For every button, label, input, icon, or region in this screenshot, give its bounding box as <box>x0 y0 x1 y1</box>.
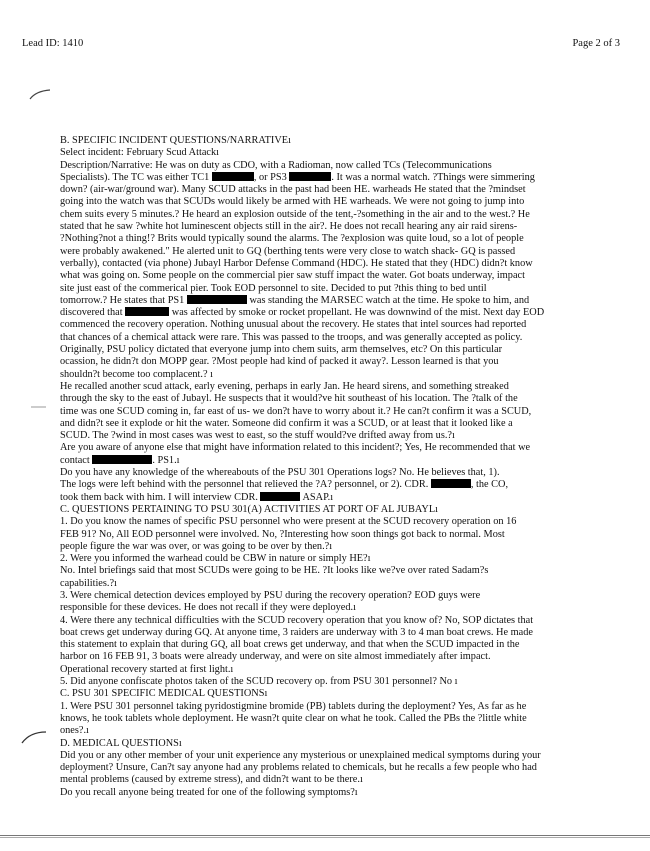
redaction-box <box>187 295 247 304</box>
text-line <box>60 270 630 282</box>
text-line <box>60 209 630 221</box>
text-line <box>60 246 630 258</box>
text-segment: No. Intel briefings said that most SCUDs were going to be HE. ?It looks like we?ve over rated Sadam?s <box>60 565 489 577</box>
text-line <box>60 332 630 344</box>
text-line <box>60 221 630 233</box>
text-segment: Description/Narrative: He was on duty as CDO, with a Radioman, now called TCs (Telecommunications <box>60 159 492 171</box>
text-line <box>60 160 630 172</box>
text-segment: boat crews get underway during GQ. At anyone time, 3 raiders are underway with 3 to 4 man boat crews. He made <box>60 626 533 638</box>
text-segment: mental problems (caused by extreme stress), and didn?t want to be there.ı <box>60 774 363 786</box>
text-segment: contact <box>60 454 93 466</box>
text-line <box>60 307 630 319</box>
text-segment: responsible for these devices. He does not recall if they were deployed.ı <box>60 602 356 614</box>
text-segment: verbally), contacted (via phone) Jubayl Harbor Defense Command (HDC). He stated that they (HDC) didn?t know <box>60 257 533 269</box>
text-line <box>60 147 630 159</box>
text-line <box>60 774 630 786</box>
text-line <box>60 430 630 442</box>
text-segment: chem suits every 5 minutes.? He heard an explosion outside of the tent,-?something in the air and to the west.? He <box>60 208 530 220</box>
text-segment: shouldn?t become too complacent.? ı <box>60 368 213 380</box>
bottom-rule-secondary <box>0 837 650 838</box>
text-line <box>60 725 630 737</box>
text-line <box>60 492 630 504</box>
text-segment: was affected by smoke or rocket propellant. He was downwind of the mist. Next day EOD <box>169 307 545 319</box>
text-line <box>60 615 630 627</box>
lead-id: Lead ID: 1410 <box>22 38 84 49</box>
text-segment: this statement to explain that during GQ, all boat crews get underway, and that when the SCUD impacted in the <box>60 639 520 651</box>
text-line <box>60 504 630 516</box>
text-line <box>60 602 630 614</box>
text-segment: commenced the recovery operation. Nothing unusual about the recovery. He states that intel sources had reported <box>60 319 527 331</box>
text-segment: 3. Were chemical detection devices employed by PSU during the recovery operation? EOD guys were <box>60 589 481 601</box>
text-line <box>60 455 630 467</box>
text-segment: The logs were left behind with the personnel that relieved the ?A? personnel, or 2). CDR. <box>60 479 431 491</box>
text-line <box>60 135 630 147</box>
text-segment: site just east of the commerical pier. Took EOD personnel to site. Decided to put ?this thing to bed until <box>60 282 487 294</box>
text-line <box>60 651 630 663</box>
text-line <box>60 479 630 491</box>
text-segment: tomorrow.? He states that PS1 <box>60 294 187 306</box>
text-segment: through the sky to the east of Jubayl. He suspects that it would?ve hit southeast of his location. The ?talk of the <box>60 393 518 405</box>
text-line <box>60 701 630 713</box>
text-segment: was standing the MARSEC watch at the time. He spoke to him, and <box>246 294 530 306</box>
text-segment: were probably awakened." He alerted unit to GQ (berthing tents were very close to watch shack- GQ is passed <box>60 245 516 257</box>
text-segment: ASAP.ı <box>300 491 334 503</box>
text-segment: going into the watch was that SCUDs would likely be armed with HE warheads. We were not going to jump into <box>60 196 525 208</box>
text-line <box>60 590 630 602</box>
text-segment: people figure the war was over, or was going to be over by then.?ı <box>60 540 333 552</box>
text-line <box>60 553 630 565</box>
text-segment: . PS1.ı <box>152 454 180 466</box>
redaction-box <box>289 172 331 181</box>
text-line <box>60 369 630 381</box>
text-line <box>60 356 630 368</box>
text-segment: Select incident: February Scud Attackı <box>60 147 219 159</box>
text-segment: knows, he took tablets whole deployment. He wasn?t quite clear on what he took. Called the PBs the ?little white <box>60 712 527 724</box>
redaction-box <box>260 492 300 501</box>
text-line <box>60 516 630 528</box>
text-segment: 1. Were PSU 301 personnel taking pyridostigmine bromide (PB) tablets during the deployment? Yes, As far as he <box>60 700 527 712</box>
text-segment: what was going on. Some people on the commercial pier saw stuff impact the water. Got boats underway, impact <box>60 270 525 282</box>
text-line <box>60 319 630 331</box>
text-line <box>60 529 630 541</box>
document-body <box>60 135 630 799</box>
page-number: Page 2 of 3 <box>572 38 620 49</box>
text-line <box>60 762 630 774</box>
text-line <box>60 172 630 184</box>
text-segment: took them back with him. I will interview CDR. <box>60 491 261 503</box>
text-segment: down? (air-war/ground war). Many SCUD attacks in the past had been HE. warheads He stated that the ?mindset <box>60 184 526 196</box>
text-segment: 1. Do you know the names of specific PSU personnel who were present at the SCUD recovery operation on 16 <box>60 516 517 528</box>
text-line <box>60 442 630 454</box>
text-segment: 5. Did anyone confiscate photos taken of the SCUD recovery op. from PSU 301 personnel? No ı <box>60 676 458 688</box>
text-segment: stated that he saw ?white hot luminescent objects still in the air?. He does not recall hearing any air raid sirens- <box>60 221 518 233</box>
text-line <box>60 381 630 393</box>
text-segment: B. SPECIFIC INCIDENT QUESTIONS/NARRATIVEı <box>60 135 291 146</box>
redaction-box <box>125 307 169 316</box>
text-segment: and didn?t see it explode or hit the water. Someone did confirm it was a SCUD, or at least that it looked like a <box>60 417 513 429</box>
text-line <box>60 184 630 196</box>
text-line <box>60 787 630 799</box>
text-segment: Do you recall anyone being treated for one of the following symptoms?ı <box>60 786 358 798</box>
margin-pen-mark-lower <box>20 728 48 746</box>
text-line <box>60 344 630 356</box>
text-segment: He recalled another scud attack, early evening, perhaps in early Jan. He heard sirens, and something streaked <box>60 380 509 392</box>
text-segment: C. PSU 301 SPECIFIC MEDICAL QUESTIONSı <box>60 688 268 700</box>
text-segment: Did you or any other member of your unit experience any mysterious or unexplained medical symptoms during your <box>60 749 541 761</box>
text-segment: , or PS3 <box>253 171 290 183</box>
text-segment: that chances of a chemical attack were rare. This was passed to the troops, and was generally accepted as policy. <box>60 331 523 343</box>
text-segment: ?Nothing?not a thing!? Brits would typically sound the alarms. The ?explosion was quite loud, so a lot of people <box>60 233 524 245</box>
text-line <box>60 676 630 688</box>
margin-tick-mark <box>30 404 48 410</box>
text-segment: Originally, PSU policy dictated that everyone jump into chem suits, arm themselves, etc? On this particular <box>60 344 502 356</box>
text-line <box>60 627 630 639</box>
text-line <box>60 750 630 762</box>
text-segment: harbor on 16 FEB 91, 3 boats were already underway, and were on site almost immediately after impact. <box>60 651 491 663</box>
text-segment: 2. Were you informed the warhead could be CBW in nature or simply HE?ı <box>60 553 371 565</box>
text-line <box>60 664 630 676</box>
margin-pen-mark <box>28 88 52 102</box>
text-line <box>60 295 630 307</box>
text-line <box>60 258 630 270</box>
text-segment: time was one SCUD coming in, far east of us- we don?t have to worry about it.? He can?t confirm it was a SCUD, <box>60 405 532 417</box>
text-line <box>60 418 630 430</box>
text-line <box>60 713 630 725</box>
text-line <box>60 738 630 750</box>
text-segment: Operational recovery started at first light.ı <box>60 663 234 675</box>
text-line <box>60 393 630 405</box>
redaction-box <box>92 455 152 464</box>
redaction-box <box>212 172 254 181</box>
text-line <box>60 541 630 553</box>
text-line <box>60 233 630 245</box>
text-segment: C. QUESTIONS PERTAINING TO PSU 301(A) ACTIVITIES AT PORT OF AL JUBAYLı <box>60 503 439 515</box>
text-segment: Do you have any knowledge of the whereabouts of the PSU 301 Operations logs? No. He believes that, 1). <box>60 467 500 479</box>
text-line <box>60 578 630 590</box>
text-segment: capabilities.?ı <box>60 577 117 589</box>
text-segment: . It was a normal watch. ?Things were simmering <box>331 171 535 183</box>
text-line <box>60 688 630 700</box>
text-segment: D. MEDICAL QUESTIONSı <box>60 737 182 749</box>
redaction-box <box>431 479 471 488</box>
text-segment: 4. Were there any technical difficulties with the SCUD recovery operation that you know of? No, SOP dictates that <box>60 614 534 626</box>
text-segment: , the CO, <box>470 479 509 491</box>
text-segment: Specialists). The TC was either TC1 <box>60 171 212 183</box>
text-segment: ocassion, he didn?t don MOPP gear. ?Most people had kind of packed it away?. Lesson learned is that you <box>60 356 499 368</box>
text-line <box>60 639 630 651</box>
text-line <box>60 467 630 479</box>
text-segment: ones?.ı <box>60 725 89 737</box>
text-segment: FEB 91? No, All EOD personnel were involved. No, ?Interesting how soon things got back to normal. Most <box>60 528 505 540</box>
bottom-rule <box>0 835 650 836</box>
text-segment: Are you aware of anyone else that might have information related to this incident?; Yes, He recommended that we <box>60 442 531 454</box>
text-line <box>60 283 630 295</box>
text-segment: deployment? Unsure, Can?t say anyone had any problems related to chemicals, but he recalls a few people who had <box>60 762 537 774</box>
text-segment: SCUD. The ?wind in most cases was west to east, so the stuff would?ve drifted away from us.?ı <box>60 430 455 442</box>
text-line <box>60 406 630 418</box>
text-line <box>60 196 630 208</box>
text-segment: discovered that <box>60 307 126 319</box>
text-line <box>60 565 630 577</box>
